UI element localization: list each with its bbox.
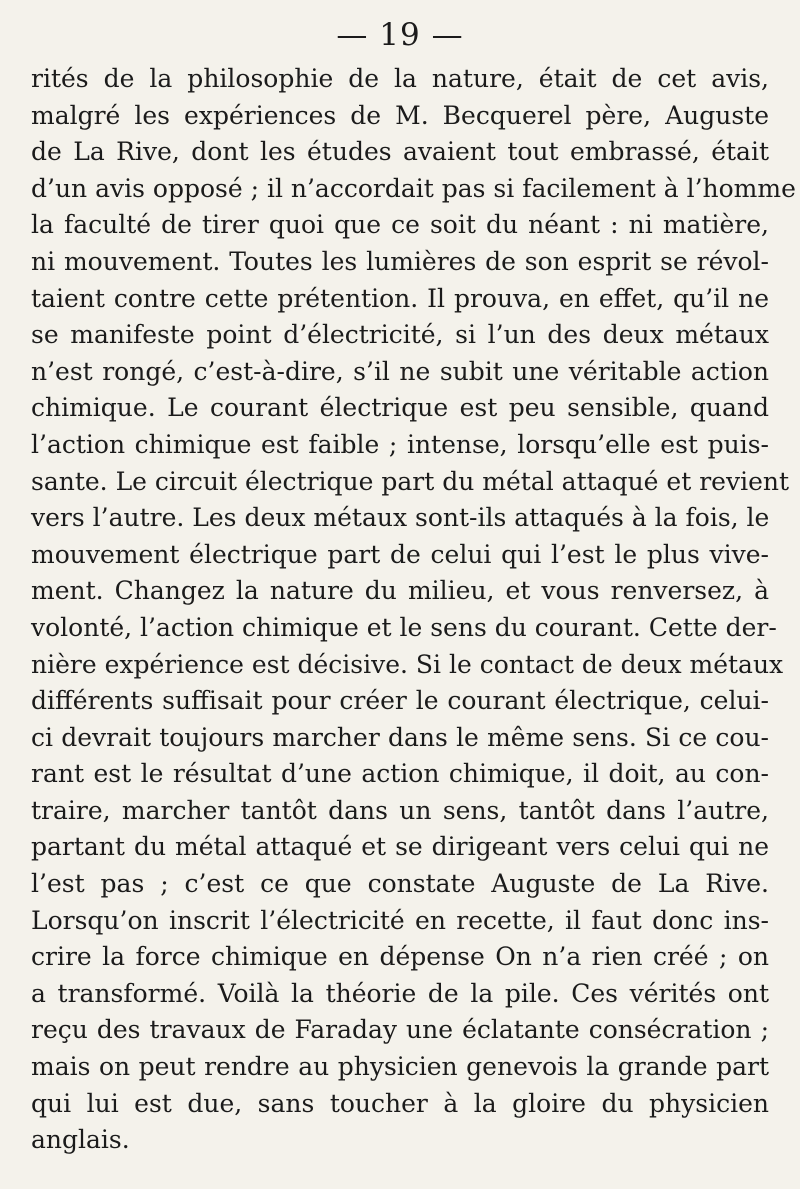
text-line: Lorsqu’on inscrit l’électricité en recette, il faut donc ins- xyxy=(31,905,769,935)
text-line: chimique. Le courant électrique est peu sensible, quand xyxy=(31,393,769,423)
text-line: reçu des travaux de Faraday une éclatante consécration ; xyxy=(31,1015,769,1045)
text-line: anglais. xyxy=(31,1125,130,1155)
text-line: l’est pas ; c’est ce que constate Auguste de La Rive. xyxy=(31,869,769,899)
text-line: taient contre cette prétention. Il prouva, en effet, qu’il ne xyxy=(31,283,769,313)
text-line: crire la force chimique en dépense On n’a rien créé ; on xyxy=(31,942,769,972)
text-line: rités de la philosophie de la nature, était de cet avis, xyxy=(31,64,769,93)
text-line: vers l’autre. Les deux métaux sont-ils attaqués à la fois, le xyxy=(31,503,770,533)
text-line: de La Rive, dont les études avaient tout embrassé, était xyxy=(31,137,769,167)
text-line: mouvement électrique part de celui qui l’est le plus vive- xyxy=(31,539,769,569)
text-line: d’un avis opposé ; il n’accordait pas si facilement à l’homme xyxy=(31,173,796,203)
text-line: l’action chimique est faible ; intense, lorsqu’elle est puis- xyxy=(31,429,769,459)
text-line: traire, marcher tantôt dans un sens, tantôt dans l’autre, xyxy=(31,795,769,825)
text-line: n’est rongé, c’est-à-dire, s’il ne subit une véritable action xyxy=(31,356,769,386)
text-line: malgré les expériences de M. Becquerel père, Auguste xyxy=(31,100,769,130)
body-text xyxy=(31,61,796,1159)
text-line: volonté, l’action chimique et le sens du courant. Cette der- xyxy=(31,612,777,642)
text-line: sante. Le circuit électrique part du métal attaqué et revient xyxy=(31,466,790,496)
text-line: différents suffisait pour créer le courant électrique, celui- xyxy=(31,686,769,716)
text-line: rant est le résultat d’une action chimique, il doit, au con- xyxy=(31,759,769,789)
text-line: se manifeste point d’électricité, si l’un des deux métaux xyxy=(31,320,769,350)
text-line: partant du métal attaqué et se dirigeant vers celui qui ne xyxy=(31,832,769,862)
text-line: nière expérience est décisive. Si le contact de deux métaux xyxy=(31,649,784,679)
text-line: a transformé. Voilà la théorie de la pile. Ces vérités ont xyxy=(31,978,769,1008)
text-line: la faculté de tirer quoi que ce soit du néant : ni matière, xyxy=(31,210,769,240)
text-line: ni mouvement. Toutes les lumières de son esprit se révol- xyxy=(31,246,769,276)
text-line: ci devrait toujours marcher dans le même sens. Si ce cou- xyxy=(31,722,769,752)
text-line: ment. Changez la nature du milieu, et vous renversez, à xyxy=(31,576,769,606)
text-line: mais on peut rendre au physicien genevois la grande part xyxy=(31,1052,769,1082)
text-line: qui lui est due, sans toucher à la gloire du physicien xyxy=(31,1088,769,1118)
page-number: — 19 — xyxy=(336,17,464,53)
